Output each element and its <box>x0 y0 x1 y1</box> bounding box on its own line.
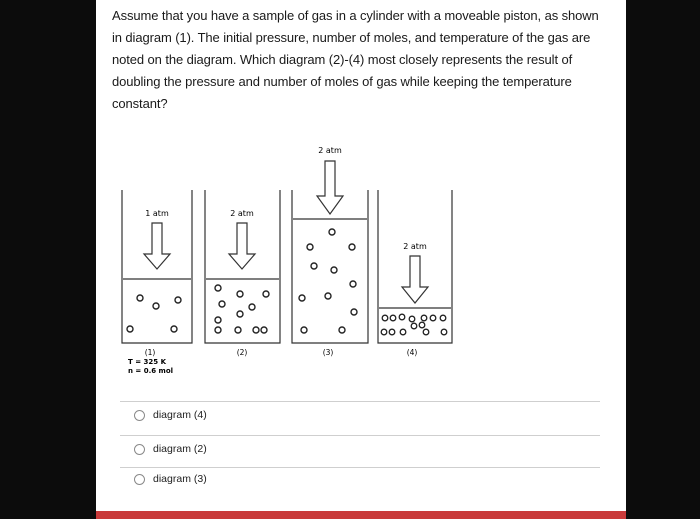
option-label: diagram (3) <box>153 473 207 485</box>
piston-arrow-4 <box>402 256 428 303</box>
cylinder-1-label: (1) <box>144 348 156 357</box>
cylinder-2 <box>205 190 280 343</box>
piston-arrow-2 <box>229 223 255 269</box>
option-diagram-2[interactable] <box>134 443 207 455</box>
divider <box>120 435 600 436</box>
divider <box>120 401 600 402</box>
radio-button[interactable] <box>134 444 145 455</box>
divider <box>120 467 600 468</box>
cylinder-3 <box>292 146 368 343</box>
cylinder-4-pressure: 2 atm <box>403 242 427 251</box>
initial-moles: n = 0.6 mol <box>128 367 174 375</box>
question-card <box>96 0 626 511</box>
piston-cylinder-diagram <box>96 0 626 400</box>
option-label: diagram (2) <box>153 443 207 455</box>
option-diagram-4[interactable] <box>134 409 207 421</box>
accent-bar <box>96 511 626 519</box>
cylinder-4-label: (4) <box>406 348 418 357</box>
cylinder-4 <box>378 190 452 343</box>
piston-arrow-3 <box>317 161 343 214</box>
piston-arrow-1 <box>144 223 170 269</box>
radio-button[interactable] <box>134 410 145 421</box>
option-diagram-3[interactable] <box>134 473 207 485</box>
cylinder-1 <box>122 190 192 343</box>
cylinder-2-label: (2) <box>236 348 248 357</box>
radio-button[interactable] <box>134 474 145 485</box>
cylinder-2-pressure: 2 atm <box>230 209 254 218</box>
option-label: diagram (4) <box>153 409 207 421</box>
cylinder-1-pressure: 1 atm <box>145 209 169 218</box>
cylinder-3-pressure: 2 atm <box>318 146 342 155</box>
initial-temperature: T = 325 K <box>128 358 166 366</box>
question-text: Assume that you have a sample of gas in a cylinder with a moveable piston, as shown in diagram (1). The initial pressure, number of moles, and temperature of the gas are noted on the diagram. Which diagram (2)-(4) most closely represents the result of doubling the pressure and number of moles of gas while keeping the temperature constant? <box>112 8 599 111</box>
cylinder-3-label: (3) <box>322 348 334 357</box>
